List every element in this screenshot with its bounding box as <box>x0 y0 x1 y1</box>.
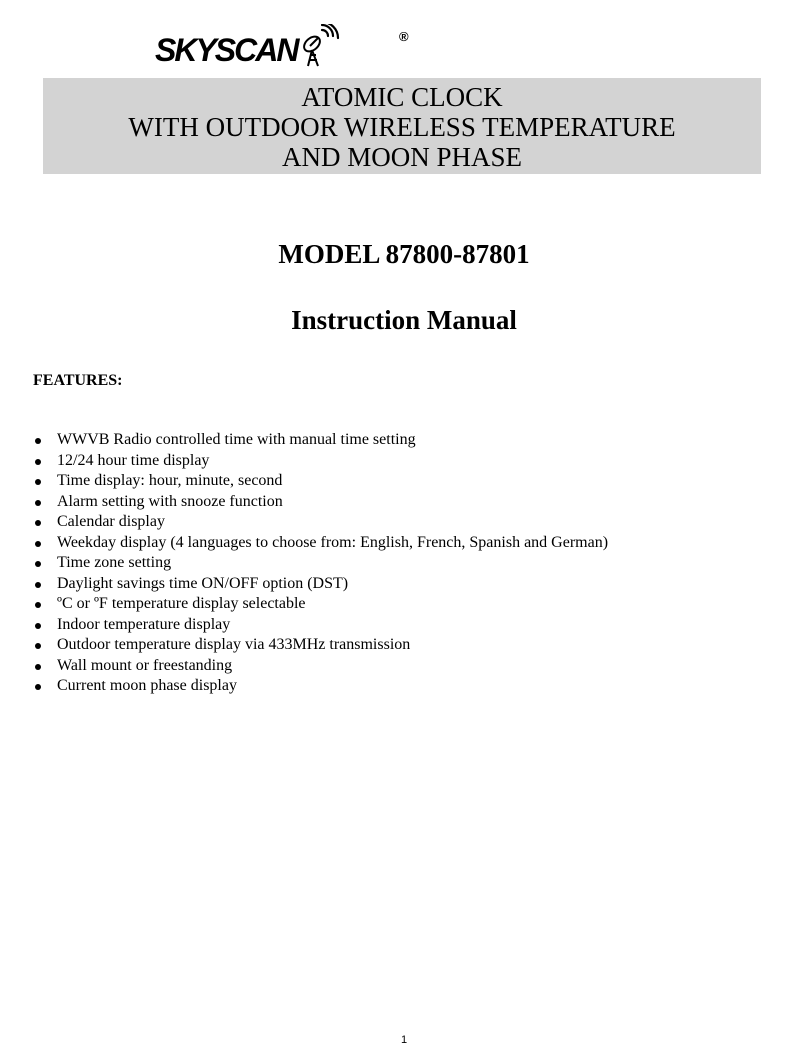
list-item <box>33 471 608 492</box>
list-item <box>33 615 608 636</box>
bullet-icon <box>35 664 41 670</box>
feature-text: Wall mount or freestanding <box>57 656 233 674</box>
manual-title: Instruction Manual <box>291 305 517 335</box>
bullet-icon <box>35 643 41 649</box>
title-line-1: ATOMIC CLOCK <box>301 82 503 112</box>
title-line-2: WITH OUTDOOR WIRELESS TEMPERATURE <box>128 112 676 142</box>
list-item <box>33 656 608 677</box>
page-number: 1 <box>400 1034 408 1046</box>
bullet-icon <box>35 500 41 506</box>
list-item <box>33 635 608 656</box>
bullet-icon <box>35 623 41 629</box>
feature-text: Alarm setting with snooze function <box>57 492 283 510</box>
feature-text: Weekday display (4 languages to choose from: English, French, Spanish and German) <box>57 533 609 551</box>
bullet-icon <box>35 582 41 588</box>
model-number: MODEL 87800-87801 <box>278 239 530 269</box>
feature-text: ºC or ºF temperature display selectable <box>57 595 306 612</box>
feature-text: Indoor temperature display <box>57 615 231 633</box>
feature-text: Time display: hour, minute, second <box>57 472 283 489</box>
list-item <box>33 451 608 472</box>
document-title-box <box>43 78 761 174</box>
list-item <box>33 553 608 574</box>
list-item <box>33 594 608 615</box>
bullet-icon <box>35 561 41 567</box>
brand-logo <box>155 22 415 72</box>
bullet-icon <box>35 684 41 690</box>
list-item <box>33 492 608 513</box>
bullet-icon <box>35 602 41 608</box>
features-heading: FEATURES: <box>33 372 123 389</box>
bullet-icon <box>35 541 41 547</box>
registered-mark: ® <box>399 29 409 44</box>
satellite-dish-icon <box>300 24 340 68</box>
list-item <box>33 430 608 451</box>
list-item <box>33 676 608 697</box>
title-line-3: AND MOON PHASE <box>281 142 523 172</box>
feature-text: Time zone setting <box>57 554 172 571</box>
feature-text: Outdoor temperature display via 433MHz transmission <box>57 636 411 653</box>
feature-text: WWVB Radio controlled time with manual time setting <box>57 431 416 448</box>
feature-text: Current moon phase display <box>57 677 237 694</box>
feature-text: 12/24 hour time display <box>57 451 210 469</box>
bullet-icon <box>35 438 41 444</box>
list-item <box>33 533 608 554</box>
feature-text: Daylight savings time ON/OFF option (DST) <box>57 574 349 592</box>
feature-text: Calendar display <box>57 513 165 530</box>
list-item <box>33 574 608 595</box>
bullet-icon <box>35 479 41 485</box>
features-list <box>33 430 608 697</box>
bullet-icon <box>35 459 41 465</box>
list-item <box>33 512 608 533</box>
brand-wordmark-text: SKYSCAN <box>155 32 298 68</box>
brand-wordmark <box>155 26 305 74</box>
bullet-icon <box>35 520 41 526</box>
